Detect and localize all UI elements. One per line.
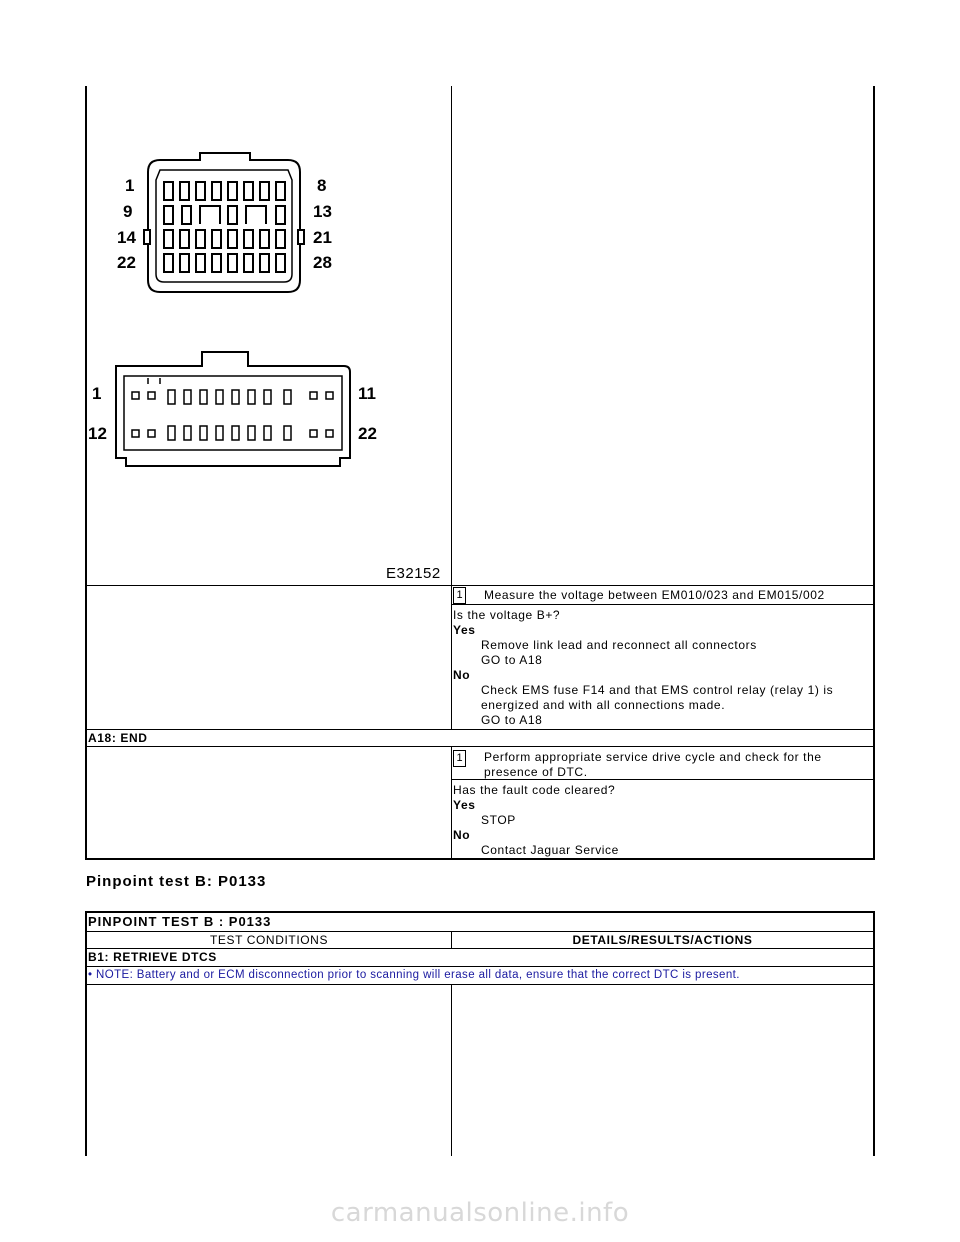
- row-rule: [85, 931, 875, 932]
- watermark: carmanualsonline.info: [330, 1198, 630, 1228]
- result-block: [453, 608, 868, 728]
- no-label: No: [453, 668, 471, 682]
- table-left-border: [85, 86, 87, 860]
- result-block: [453, 783, 868, 858]
- pin-label: 8: [317, 176, 327, 195]
- pin-label: 1: [92, 384, 102, 403]
- figure-id: E32152: [386, 565, 441, 582]
- no-action: Contact Jaguar Service: [481, 843, 619, 857]
- table-bottom-border: [85, 858, 875, 860]
- table-title: PINPOINT TEST B : P0133: [88, 914, 272, 929]
- row-rule: [85, 966, 875, 967]
- pin-label: 12: [88, 424, 107, 443]
- no-action: Check EMS fuse F14 and that EMS control relay (relay 1) is: [481, 683, 834, 697]
- row-rule: [85, 746, 875, 747]
- row-rule: [85, 585, 875, 586]
- connector-diagram: [88, 140, 450, 585]
- table-top-border: [85, 911, 875, 913]
- pin-label: 1: [125, 176, 135, 195]
- column-header-details: DETAILS/RESULTS/ACTIONS: [572, 933, 753, 947]
- pin-label: 9: [123, 202, 133, 221]
- column-divider: [451, 86, 452, 729]
- result-question: Is the voltage B+?: [453, 608, 561, 622]
- step-instruction: [484, 750, 822, 780]
- no-label: No: [453, 828, 471, 842]
- no-action: energized and with all connections made.: [481, 698, 726, 712]
- row-rule: [85, 984, 875, 985]
- note-text: • NOTE: Battery and or ECM disconnection prior to scanning will erase all data, ensure that the correct DTC is present.: [88, 969, 740, 981]
- yes-action: GO to A18: [481, 653, 543, 667]
- yes-action: Remove link lead and reconnect all connectors: [481, 638, 757, 652]
- row-rule: [85, 729, 875, 730]
- result-question: Has the fault code cleared?: [453, 783, 616, 797]
- yes-action: STOP: [481, 813, 516, 827]
- yes-label: Yes: [453, 798, 476, 812]
- instruction-line: presence of DTC.: [484, 765, 588, 779]
- step-title: B1: RETRIEVE DTCS: [88, 950, 217, 964]
- yes-label: Yes: [453, 623, 476, 637]
- instruction-line: Perform appropriate service drive cycle and check for the: [484, 750, 822, 764]
- pin-label: 11: [358, 384, 376, 403]
- column-divider-lower: [451, 746, 452, 859]
- column-divider: [451, 984, 452, 1156]
- pin-label: 22: [117, 253, 136, 272]
- pin-label: 22: [358, 424, 377, 443]
- step-title: A18: END: [88, 731, 148, 745]
- table-right-border: [873, 86, 875, 860]
- step-number-box: 1: [453, 750, 466, 767]
- row-rule: [85, 948, 875, 949]
- column-header-test-conditions: TEST CONDITIONS: [209, 933, 329, 947]
- pin-label: 14: [117, 228, 136, 247]
- pin-label: 21: [313, 228, 332, 247]
- step-number-box: 1: [453, 587, 466, 604]
- section-heading: Pinpoint test B: P0133: [86, 873, 267, 890]
- pin-label: 13: [313, 202, 332, 221]
- row-rule: [451, 604, 875, 605]
- step-instruction: Measure the voltage between EM010/023 and EM015/002: [484, 588, 825, 602]
- pin-label: 28: [313, 253, 332, 272]
- no-action: GO to A18: [481, 713, 543, 727]
